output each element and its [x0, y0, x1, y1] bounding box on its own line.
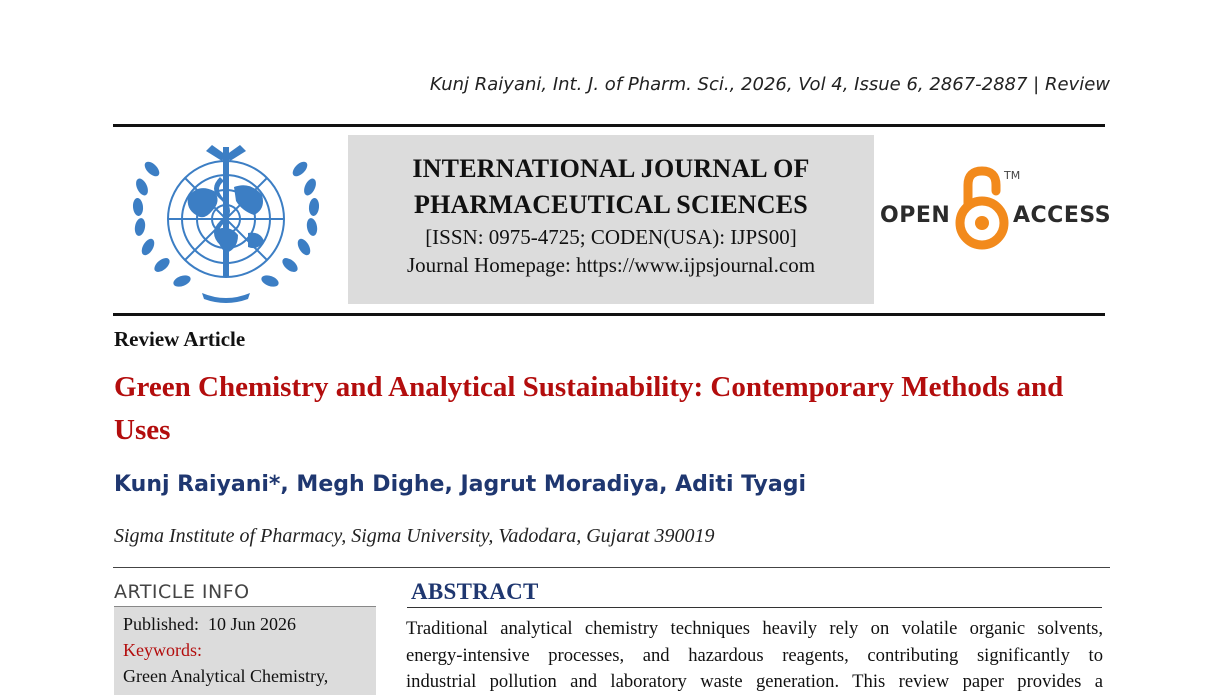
- abstract-line: energy-intensive processes, and hazardous reagents, contributing significantly to: [406, 644, 1103, 666]
- journal-title-line1: INTERNATIONAL JOURNAL OF: [412, 154, 810, 183]
- published-row: [123, 611, 376, 637]
- article-info-box: [114, 606, 376, 695]
- keywords-label: Keywords:: [123, 640, 202, 660]
- article-type: Review Article: [114, 327, 246, 351]
- open-lock-icon: [952, 165, 1012, 251]
- trademark-symbol: TM: [1004, 169, 1021, 182]
- keyword-item: Green Analytical Chemistry,: [123, 666, 329, 686]
- open-access-word-access: ACCESS: [1013, 203, 1112, 228]
- article-info-heading: ARTICLE INFO: [114, 581, 250, 603]
- abstract-body: [406, 616, 1103, 695]
- published-label: Published:: [123, 614, 200, 634]
- author-list: Kunj Raiyani*, Megh Dighe, Jagrut Moradiya, Aditi Tyagi: [114, 472, 807, 497]
- header-rule-top: [113, 124, 1105, 127]
- journal-title-line2: PHARMACEUTICAL SCIENCES: [414, 190, 808, 219]
- section-divider: [113, 567, 1110, 568]
- journal-masthead: [348, 135, 874, 304]
- journal-homepage[interactable]: Journal Homepage: https://www.ijpsjournal.com: [406, 253, 816, 277]
- abstract-line: Traditional analytical chemistry techniques heavily rely on volatile organic solvents,: [406, 618, 1103, 639]
- abstract-heading: ABSTRACT: [411, 579, 539, 604]
- journal-issn: [ISSN: 0975-4725; CODEN(USA): IJPS00]: [425, 225, 797, 249]
- author-affiliation: Sigma Institute of Pharmacy, Sigma University, Vadodara, Gujarat 390019: [114, 525, 715, 547]
- un-emblem-icon: [126, 137, 326, 305]
- abstract-line: industrial pollution and laboratory waste generation. This review paper provides a: [406, 671, 1103, 692]
- published-date: 10 Jun 2026: [208, 614, 297, 634]
- article-title: Green Chemistry and Analytical Sustainability: Contemporary Methods and Uses: [114, 371, 1064, 446]
- journal-logo: [126, 137, 326, 305]
- abstract-rule: [407, 607, 1102, 608]
- open-access-word-open: OPEN: [880, 203, 951, 228]
- citation-header: Kunj Raiyani, Int. J. of Pharm. Sci., 2026, Vol 4, Issue 6, 2867-2887 | Review: [429, 74, 1110, 95]
- open-access-logo: [880, 165, 1110, 251]
- header-rule-bottom: [113, 313, 1105, 316]
